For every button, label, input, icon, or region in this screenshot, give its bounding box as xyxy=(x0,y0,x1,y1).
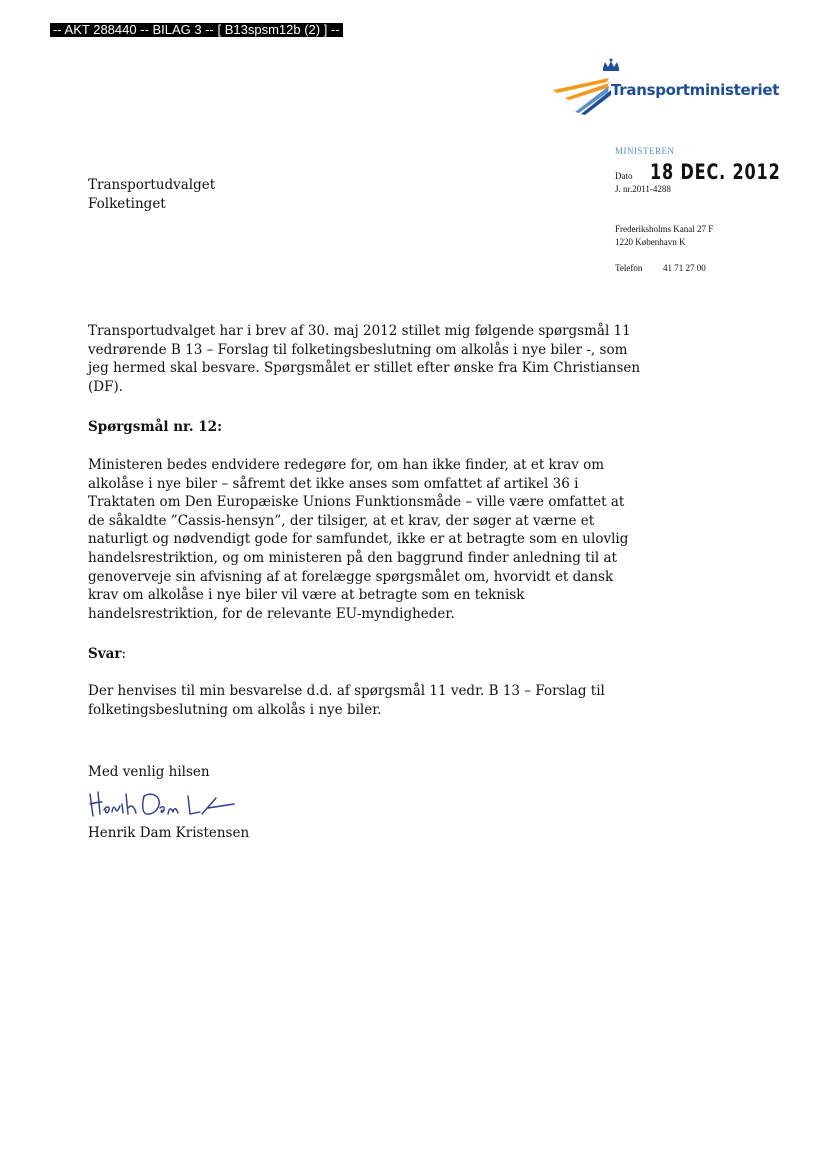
recipient-line: Folketinget xyxy=(88,196,166,212)
archive-stamp: -- AKT 288440 -- BILAG 3 -- [ B13spsm12b (2) ] -- xyxy=(50,23,343,37)
ministry-name: Transportministeriet xyxy=(611,81,780,99)
text-line: genoverveje sin afvisning af at forelægge spørgsmålet om, hvorvidt et dansk xyxy=(88,568,614,585)
text-line: Traktaten om Den Europæiske Unions Funktionsmåde – ville være omfattet at xyxy=(88,494,625,511)
text-line: handelsrestriktion, og om ministeren på den baggrund finder anledning til at xyxy=(88,549,617,566)
text-line: alkolåse i nye biler – såfremt det ikke anses som omfattet af artikel 36 i xyxy=(88,475,579,492)
recipient-line: Transportudvalget xyxy=(88,177,216,193)
answer-heading-text: Svar xyxy=(88,646,122,662)
recipient-block xyxy=(88,176,215,214)
address-line-2: 1220 København K xyxy=(615,237,686,247)
text-line: vedrørende B 13 – Forslag til folketingsbeslutning om alkolås i nye biler -, som xyxy=(88,341,628,358)
date-stamp: 18 DEC. 2012 xyxy=(650,160,781,184)
closing-text: Med venlig hilsen xyxy=(88,764,210,780)
question-heading: Spørgsmål nr. 12: xyxy=(88,419,223,435)
text-line: Transportudvalget har i brev af 30. maj 2012 stillet mig følgende spørgsmål 11 xyxy=(88,323,631,339)
signer-name: Henrik Dam Kristensen xyxy=(88,825,250,841)
text-line: naturligt og nødvendigt gode for samfundet, ikke er at betragte som en ulovlig xyxy=(88,531,629,548)
phone-label: Telefon xyxy=(615,263,643,273)
answer-heading-colon: : xyxy=(121,646,127,662)
text-line: krav om alkolåse i nye biler vil være at betragte som en teknisk xyxy=(88,587,525,604)
question-paragraph xyxy=(88,456,629,623)
address-line-1: Frederiksholms Kanal 27 F xyxy=(615,224,714,234)
date-label: Dato xyxy=(615,171,633,181)
intro-paragraph xyxy=(88,322,641,396)
text-line: Der henvises til min besvarelse d.d. af spørgsmål 11 vedr. B 13 – Forslag til xyxy=(88,683,605,699)
ministry-logo xyxy=(551,58,780,118)
text-line: handelsrestriktion, for de relevante EU-myndigheder. xyxy=(88,605,455,622)
journal-number: J. nr.2011-4288 xyxy=(615,184,671,194)
text-line: folketingsbeslutning om alkolås i nye biler. xyxy=(88,701,382,718)
text-line: de såkaldte ”Cassis-hensyn”, der tilsiger, at et krav, der søger at værne et xyxy=(88,512,595,529)
text-line: jeg hermed skal besvare. Spørgsmålet er stillet efter ønske fra Kim Christiansen xyxy=(88,360,641,377)
handwritten-signature xyxy=(84,786,244,820)
answer-heading xyxy=(88,645,598,664)
text-line: (DF). xyxy=(88,378,124,395)
phone-number: 41 71 27 00 xyxy=(663,263,706,273)
sender-title: MINISTEREN xyxy=(615,146,675,156)
text-line: Ministeren bedes endvidere redegøre for, om han ikke finder, at et krav om xyxy=(88,457,605,473)
answer-paragraph xyxy=(88,682,605,719)
